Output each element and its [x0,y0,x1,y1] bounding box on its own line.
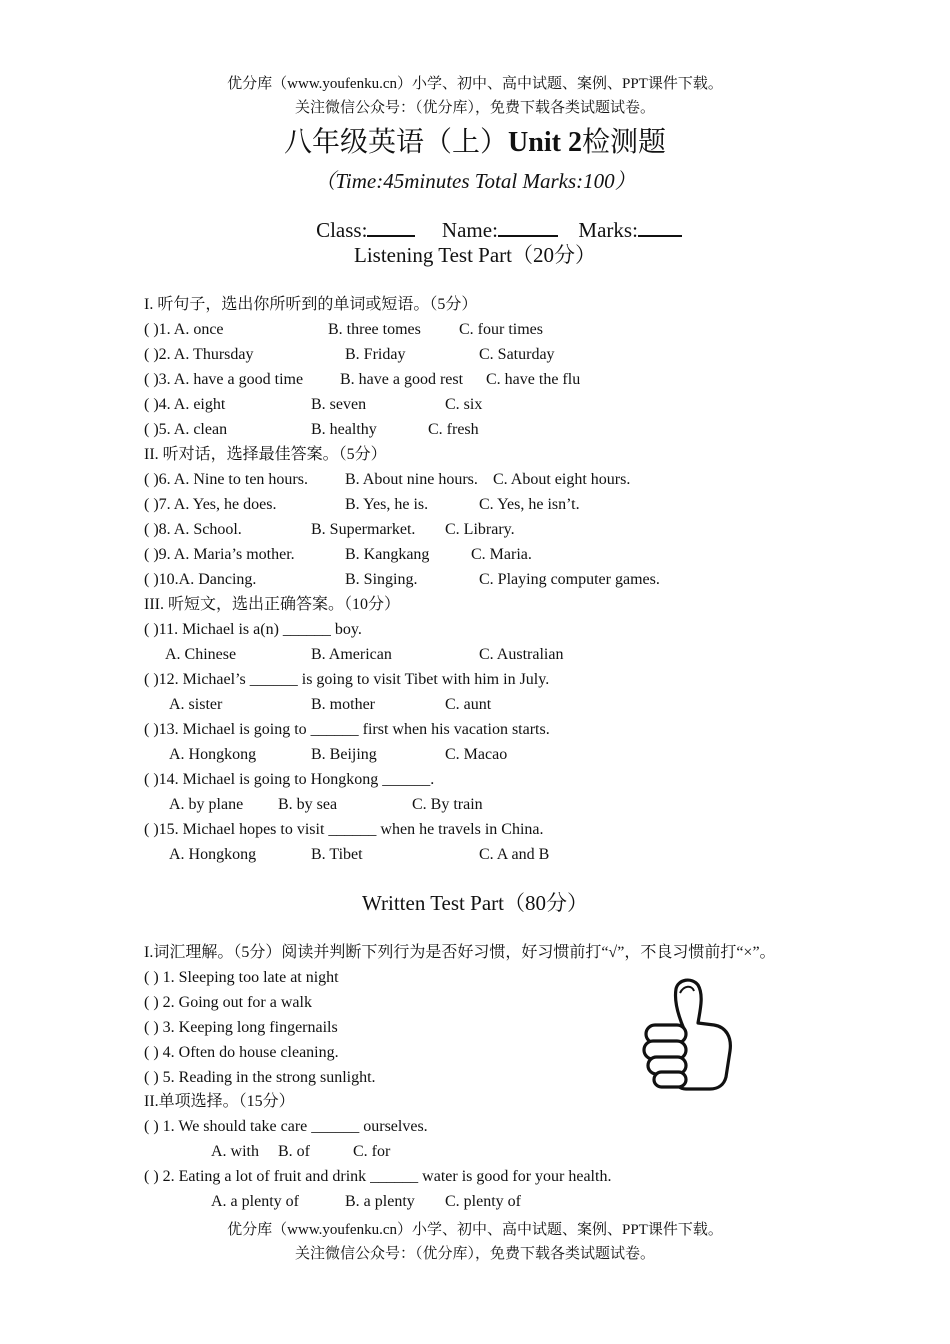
option-c: C. Maria. [471,546,532,563]
option-c: C. Yes, he isn’t. [479,496,580,513]
option-a: A. Chinese [165,646,237,663]
option-a: A. a plenty of [211,1193,299,1210]
question-stem: ( ) 2. Eating a lot of fruit and drink ______ water is good for your health. [144,1168,612,1185]
title-suffix: 检测题 [581,127,666,158]
question-stem: ( )10.A. Dancing. [144,571,257,588]
student-info-row [24,216,950,244]
title-unit: Unit 2 [508,127,582,158]
option-c: C. Playing computer games. [479,571,660,588]
header-promo-line1: 优分库（www.youfenku.cn）小学、初中、高中试题、案例、PPT课件下载。 [227,76,723,92]
question-stem: ( )11. Michael is a(n) ______ boy. [144,621,362,638]
question-stem: ( )5. A. clean [144,421,228,438]
option-c: C. About eight hours. [493,471,631,488]
habit-item: ( ) 5. Reading in the strong sunlight. [144,1069,376,1086]
option-c: C. A and B [479,846,550,863]
written-sec2-heading: II.单项选择。（15分） [144,1093,295,1110]
footer-promo-line1: 优分库（www.youfenku.cn）小学、初中、高中试题、案例、PPT课件下载。 [227,1222,723,1238]
name-blank[interactable] [498,217,558,237]
marks-label: Marks: [578,218,638,242]
marks-blank[interactable] [638,217,682,237]
option-a: A. sister [169,696,223,713]
class-blank[interactable] [367,217,415,237]
option-b: B. Friday [345,346,406,363]
option-c: C. Australian [479,646,564,663]
listening-part-title: Listening Test Part（20分） [354,243,596,267]
option-a: A. with [211,1143,259,1160]
written-part-title: Written Test Part（80分） [362,891,588,915]
option-c: C. aunt [445,696,492,713]
question-stem: ( ) 1. We should take care ______ ourselves. [144,1118,428,1135]
option-c: C. six [445,396,483,413]
question-stem: ( )14. Michael is going to Hongkong ______. [144,771,435,788]
option-b: B. a plenty [345,1193,415,1210]
option-c: C. Library. [445,521,515,538]
question-stem: ( )15. Michael hopes to visit ______ when he travels in China. [144,821,544,838]
option-c: C. Saturday [479,346,555,363]
question-stem: ( )13. Michael is going to ______ first when his vacation starts. [144,721,550,738]
option-c: C. four times [459,321,543,338]
option-b: B. Beijing [311,746,377,763]
option-b: B. Tibet [311,846,363,863]
option-b: B. Supermarket. [311,521,416,538]
listening-sec3-heading: III. 听短文，选出正确答案。（10分） [144,596,400,613]
option-b: B. by sea [278,796,338,813]
header-promo-line2: 关注微信公众号：（优分库），免费下载各类试题试卷。 [294,100,655,116]
option-b: B. have a good rest [340,371,464,388]
option-c: C. plenty of [445,1193,521,1210]
listening-sec1-heading: I. 听句子，选出你所听到的单词或短语。（5分） [144,296,478,313]
written-sec1-heading: I.词汇理解。（5分）阅读并判断下列行为是否好习惯，好习惯前打“√”，不良习惯前打“×”。 [144,944,776,961]
title-prefix: 八年级英语（上） [284,127,509,158]
question-stem: ( )3. A. have a good time [144,371,304,388]
question-stem: ( )2. A. Thursday [144,346,254,363]
option-a: A. by plane [169,796,244,813]
habit-item: ( ) 3. Keeping long fingernails [144,1019,338,1036]
question-stem: ( )8. A. School. [144,521,242,538]
habit-item: ( ) 4. Often do house cleaning. [144,1044,339,1061]
option-b: B. About nine hours. [345,471,478,488]
option-c: C. for [353,1143,391,1160]
option-a: A. Hongkong [169,846,257,863]
option-c: C. have the flu [486,371,581,388]
option-b: B. Kangkang [345,546,430,563]
question-stem: ( )9. A. Maria’s mother. [144,546,295,563]
option-a: A. Hongkong [169,746,257,763]
option-b: B. healthy [311,421,377,438]
option-c: C. fresh [428,421,479,438]
question-stem: ( )1. A. once [144,321,224,338]
question-stem: ( )4. A. eight [144,396,226,413]
option-b: B. three tomes [328,321,421,338]
option-b: B. mother [311,696,375,713]
option-b: B. Singing. [345,571,418,588]
option-c: C. Macao [445,746,508,763]
habit-item: ( ) 1. Sleeping too late at night [144,969,339,986]
option-b: B. seven [311,396,367,413]
page-title [0,126,950,160]
thumbs-up-icon [640,975,736,1091]
name-label: Name: [441,218,498,242]
question-stem: ( )6. A. Nine to ten hours. [144,471,308,488]
option-b: B. Yes, he is. [345,496,429,513]
habit-item: ( ) 2. Going out for a walk [144,994,312,1011]
question-stem: ( )12. Michael’s ______ is going to visit Tibet with him in July. [144,671,550,688]
option-b: B. American [311,646,392,663]
question-stem: ( )7. A. Yes, he does. [144,496,277,513]
exam-time-marks: （Time:45minutes Total Marks:100） [314,169,636,193]
listening-sec2-heading: II. 听对话，选择最佳答案。（5分） [144,446,387,463]
option-c: C. By train [412,796,483,813]
footer-promo-line2: 关注微信公众号：（优分库），免费下载各类试题试卷。 [294,1246,655,1262]
class-label: Class: [316,218,368,242]
option-b: B. of [278,1143,310,1160]
